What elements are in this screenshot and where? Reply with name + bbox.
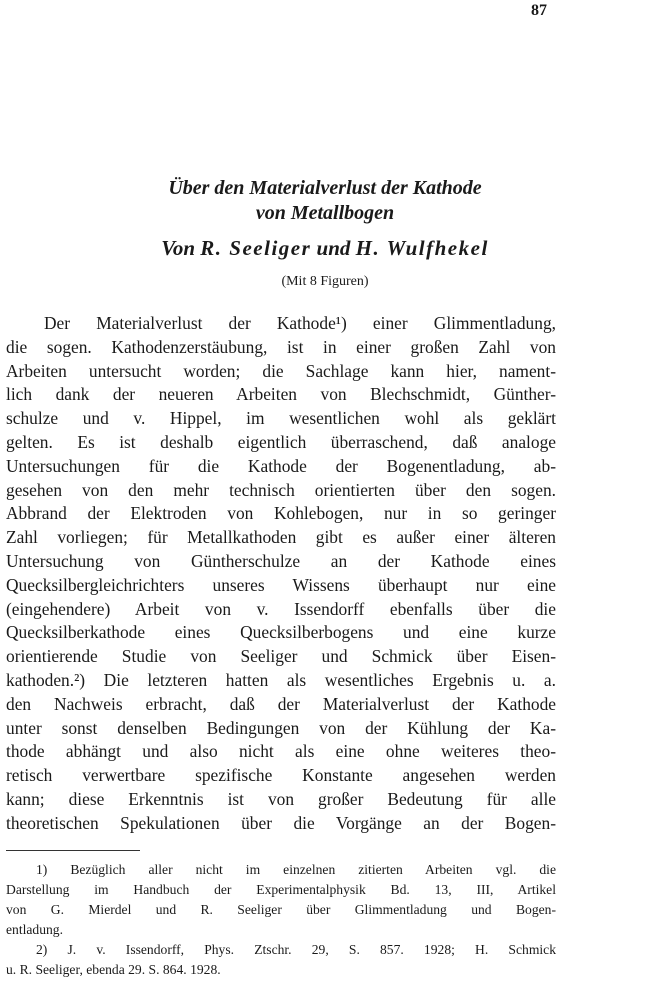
footnote-line: von G. Mierdel und R. Seeliger über Glimmentladung und Bogen- <box>6 902 556 917</box>
body-line: die sogen. Kathodenzerstäubung, ist in einer großen Zahl von <box>6 336 556 357</box>
author-1: R. Seeliger <box>200 236 312 260</box>
body-line: theoretischen Spekulationen über die Vorgänge an der Bogen- <box>6 812 556 833</box>
author-conjunction: und <box>311 236 356 260</box>
footnote-line: Darstellung im Handbuch der Experimentalphysik Bd. 13, III, Artikel <box>6 882 556 897</box>
article-title-line-2: von Metallbogen <box>255 202 395 224</box>
body-line: kathoden.²) Die letzteren hatten als wesentliches Ergebnis u. a. <box>6 669 556 690</box>
body-text <box>6 312 556 836</box>
body-line: kann; diese Erkenntnis ist von großer Bedeutung für alle <box>6 788 556 809</box>
body-line: (eingehendere) Arbeit von v. Issendorff ebenfalls über die <box>6 598 556 619</box>
body-line: thode abhängt und also nicht als eine ohne weiteres theo- <box>6 741 556 762</box>
footnote-line: 2) J. v. Issendorff, Phys. Ztschr. 29, S. 857. 1928; H. Schmick <box>36 942 556 957</box>
body-line: Quecksilberkathode eines Quecksilberbogens und eine kurze <box>6 622 556 643</box>
body-line: Zahl vorliegen; für Metallkathoden gibt es außer einer älteren <box>6 527 556 548</box>
body-line: Quecksilbergleichrichters unseres Wissens überhaupt nur eine <box>6 574 556 595</box>
footnote-line: 1) Bezüglich aller nicht im einzelnen zitierten Arbeiten vgl. die <box>36 862 556 877</box>
body-line: unter sonst denselben Bedingungen von der Kühlung der Ka- <box>6 717 556 738</box>
author-line <box>0 236 650 261</box>
footnote-line: u. R. Seeliger, ebenda 29. S. 864. 1928. <box>6 962 221 977</box>
author-2: H. Wulfhekel <box>355 236 489 260</box>
figures-note: (Mit 8 Figuren) <box>281 274 369 289</box>
footnote-line: entladung. <box>6 922 64 937</box>
body-line: Arbeiten untersucht worden; die Sachlage kann hier, nament- <box>6 360 556 381</box>
footnotes <box>6 860 556 980</box>
body-line: den Nachweis erbracht, daß der Materialverlust der Kathode <box>6 693 556 714</box>
page-number: 87 <box>531 2 547 19</box>
body-line: Der Materialverlust der Kathode¹) einer Glimmentladung, <box>44 313 556 333</box>
body-line: lich dank der neueren Arbeiten von Blechschmidt, Günther- <box>6 384 556 405</box>
body-line: retisch verwertbare spezifische Konstante angesehen werden <box>6 765 556 786</box>
body-line: gesehen von den mehr technisch orientierten über den sogen. <box>6 479 556 500</box>
body-line: Abbrand der Elektroden von Kohlebogen, nur in so geringer <box>6 503 556 524</box>
article-title-line-1: Über den Materialverlust der Kathode <box>168 177 482 199</box>
author-prefix: Von <box>161 236 201 260</box>
body-line: gelten. Es ist deshalb eigentlich überraschend, daß analoge <box>6 431 556 452</box>
body-line: orientierende Studie von Seeliger und Schmick über Eisen- <box>6 646 556 667</box>
footnote-divider <box>6 850 140 851</box>
body-line: schulze und v. Hippel, im wesentlichen wohl als geklärt <box>6 408 556 429</box>
body-line: Untersuchung von Güntherschulze an der Kathode eines <box>6 550 556 571</box>
body-line: Untersuchungen für die Kathode der Bogenentladung, ab- <box>6 455 556 476</box>
